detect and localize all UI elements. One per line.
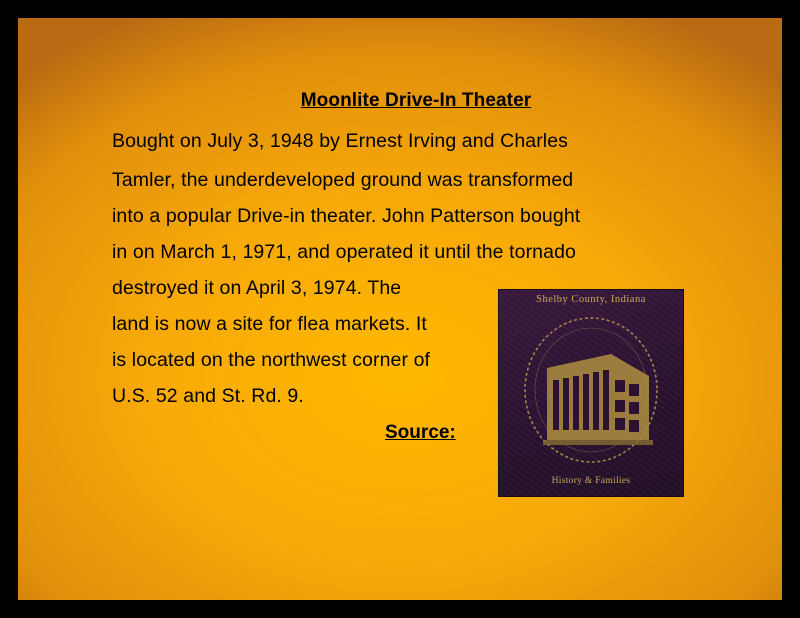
book-cover-building-illustration bbox=[499, 290, 683, 496]
body-line-5: destroyed it on April 3, 1974. The bbox=[112, 277, 402, 299]
body-line-1: Bought on July 3, 1948 by Ernest Irving and Charles bbox=[112, 130, 569, 152]
book-cover-bottom-text: History & Families bbox=[551, 476, 631, 486]
slide-frame bbox=[18, 18, 782, 600]
slide-title: Moonlite Drive-In Theater bbox=[300, 90, 532, 111]
body-line-3: into a popular Drive-in theater. John Patterson bought bbox=[112, 205, 581, 227]
body-line-6: land is now a site for flea markets. It bbox=[112, 313, 427, 335]
body-line-2: Tamler, the underdeveloped ground was transformed bbox=[112, 169, 574, 191]
book-cover-top-text: Shelby County, Indiana bbox=[536, 294, 646, 305]
book-cover-image bbox=[499, 290, 683, 496]
source-label: Source: bbox=[385, 422, 456, 443]
body-line-8: U.S. 52 and St. Rd. 9. bbox=[112, 385, 304, 407]
body-line-7: is located on the northwest corner of bbox=[112, 349, 431, 371]
body-line-4: in on March 1, 1971, and operated it until the tornado bbox=[112, 241, 576, 263]
